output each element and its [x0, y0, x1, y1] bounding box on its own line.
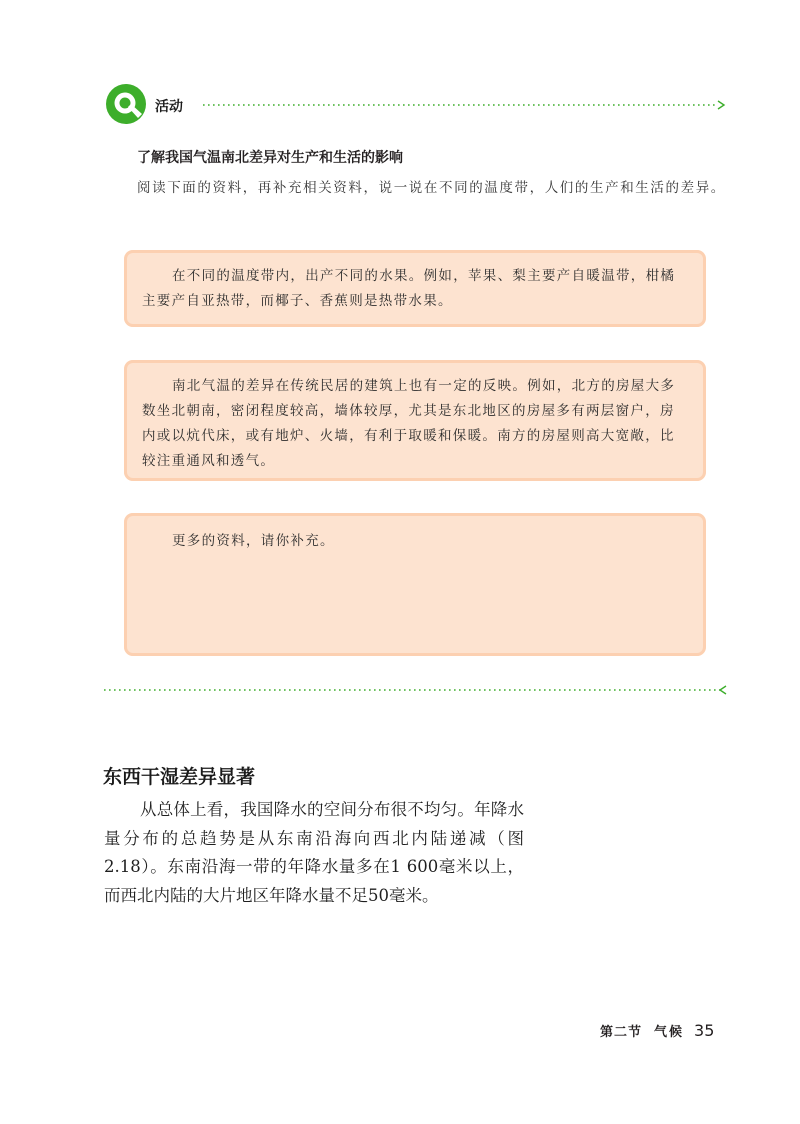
info-card-supplement-text: 更多的资料，请你补充。	[172, 533, 335, 549]
page-number: 35	[694, 1021, 715, 1040]
info-card-supplement	[124, 513, 706, 656]
activity-bottom-divider	[104, 680, 728, 700]
activity-title: 了解我国气温南北差异对生产和生活的影响	[137, 150, 403, 166]
info-card-houses	[124, 360, 706, 481]
footer-chapter: 气候	[654, 1025, 685, 1040]
body-paragraph: 从总体上看，我国降水的空间分布很不均匀。年降水量分布的总趋势是从东南沿海向西北内陆递减（图2.18）。东南沿海一带的年降水量多在1 600毫米以上，而西北内陆的大片地区年降水量不足50毫米。	[104, 800, 524, 905]
activity-label: 活动	[155, 99, 183, 115]
info-card-fruits	[124, 250, 706, 327]
info-card-houses-text: 南北气温的差异在传统民居的建筑上也有一定的反映。例如，北方的房屋大多数坐北朝南，密闭程度较高，墙体较厚，尤其是东北地区的房屋多有两层窗户，房内或以炕代床，或有地炉、火墙，有利于取暖和保暖。南方的房屋则高大宽敞，比较注重通风和透气。	[142, 378, 676, 469]
footer-section: 第二节	[600, 1025, 643, 1040]
page-footer	[600, 1021, 714, 1040]
activity-intro: 阅读下面的资料，再补充相关资料，说一说在不同的温度带，人们的生产和生活的差异。	[137, 180, 726, 196]
activity-icon	[104, 82, 148, 126]
activity-top-divider	[203, 95, 728, 115]
section-heading: 东西干湿差异显著	[103, 766, 256, 788]
info-card-fruits-text: 在不同的温度带内，出产不同的水果。例如，苹果、梨主要产自暖温带，柑橘主要产自亚热带，而椰子、香蕉则是热带水果。	[142, 268, 676, 309]
